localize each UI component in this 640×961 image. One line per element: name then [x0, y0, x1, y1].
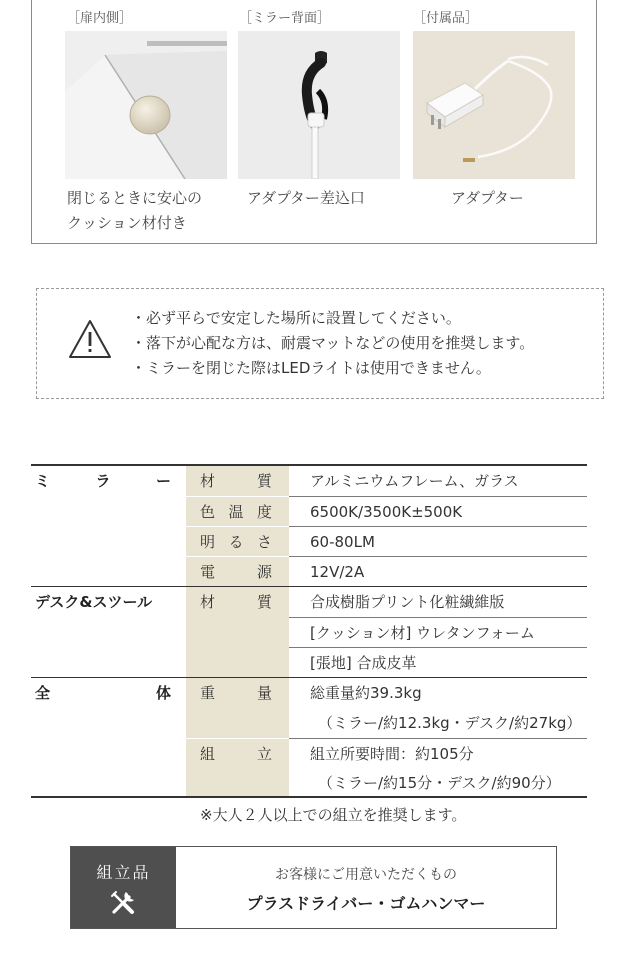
- parts-box: [31, 0, 597, 244]
- spec-group-overall: [31, 678, 587, 798]
- part-caption-line: アダプター差込口: [247, 189, 365, 207]
- part-caption-line: 閉じるときに安心の: [67, 189, 203, 207]
- assembly-label-panel: [71, 847, 176, 928]
- spec-value: 総重量約39.3kg: [310, 684, 422, 702]
- assembly-label: 組立品: [96, 863, 151, 882]
- spec-key-column: [186, 678, 289, 797]
- part-caption: [247, 186, 365, 211]
- assembly-tools-text: プラスドライバー・ゴムハンマー: [246, 894, 486, 913]
- spec-key: 組 立: [200, 745, 272, 763]
- spec-value-column: [289, 678, 587, 798]
- spec-value: （ミラー/約12.3kg・デスク/約27kg）: [318, 714, 582, 732]
- part-label: ［扉内側］: [67, 11, 133, 26]
- spec-key: 電 源: [200, 563, 272, 581]
- spec-key: 明 る さ: [200, 533, 272, 551]
- warning-triangle-icon: [68, 319, 112, 359]
- adapter-photo: [413, 31, 575, 179]
- spec-value: [張地] 合成皮革: [289, 647, 587, 677]
- spec-value: [クッション材] ウレタンフォーム: [289, 617, 587, 647]
- spec-key-column: [186, 466, 289, 586]
- spec-value: （ミラー/約15分・デスク/約90分）: [318, 774, 561, 792]
- caution-line: ・ミラーを閉じた際はLEDライトは使用できません。: [131, 359, 491, 377]
- spec-category: ミ ラ ー: [35, 472, 171, 490]
- spec-value: アルミニウムフレーム、ガラス: [310, 472, 519, 490]
- spec-group-desk-stool: [31, 587, 587, 678]
- spec-key: 重 量: [200, 684, 272, 702]
- part-label: ［付属品］: [413, 11, 479, 26]
- table-rule: [31, 796, 587, 798]
- spec-value-column: [289, 466, 587, 586]
- caution-line: ・落下が心配な方は、耐震マットなどの使用を推奨します。: [131, 334, 535, 352]
- spec-value: 6500K/3500K±500K: [289, 496, 587, 526]
- part-caption-line: クッション材付き: [67, 214, 187, 232]
- tools-icon: [109, 889, 137, 917]
- spec-value: 60-80LM: [289, 526, 587, 556]
- spec-category: 全 体: [35, 684, 171, 702]
- spec-category: デスク&スツール: [35, 593, 153, 611]
- caution-box: [36, 288, 604, 399]
- spec-value-column: [289, 587, 587, 677]
- part-label: ［ミラー背面］: [239, 11, 331, 26]
- part-caption: [67, 186, 202, 236]
- caution-line: ・必ず平らで安定した場所に設置してください。: [131, 309, 461, 327]
- spec-value: 12V/2A: [289, 556, 587, 586]
- door-cushion-photo: [65, 31, 227, 179]
- spec-group-mirror: [31, 466, 587, 587]
- spec-key: 材 質: [200, 472, 272, 490]
- part-caption: [451, 186, 524, 211]
- adapter-port-photo: [238, 31, 400, 179]
- assembly-note: ※大人２人以上での組立を推奨します。: [200, 806, 467, 824]
- part-caption-line: アダプター: [451, 189, 524, 207]
- assembly-box: [70, 846, 557, 929]
- caution-lines: [131, 306, 534, 381]
- spec-value: 組立所要時間：約105分: [289, 738, 587, 768]
- spec-value: 合成樹脂プリント化粧繊維版: [310, 593, 505, 611]
- assembly-prepare-text: お客様にご用意いただくもの: [275, 867, 457, 883]
- spec-key: 色 温 度: [200, 503, 272, 521]
- spec-key-column: [186, 587, 289, 677]
- spec-key: 材 質: [200, 593, 272, 611]
